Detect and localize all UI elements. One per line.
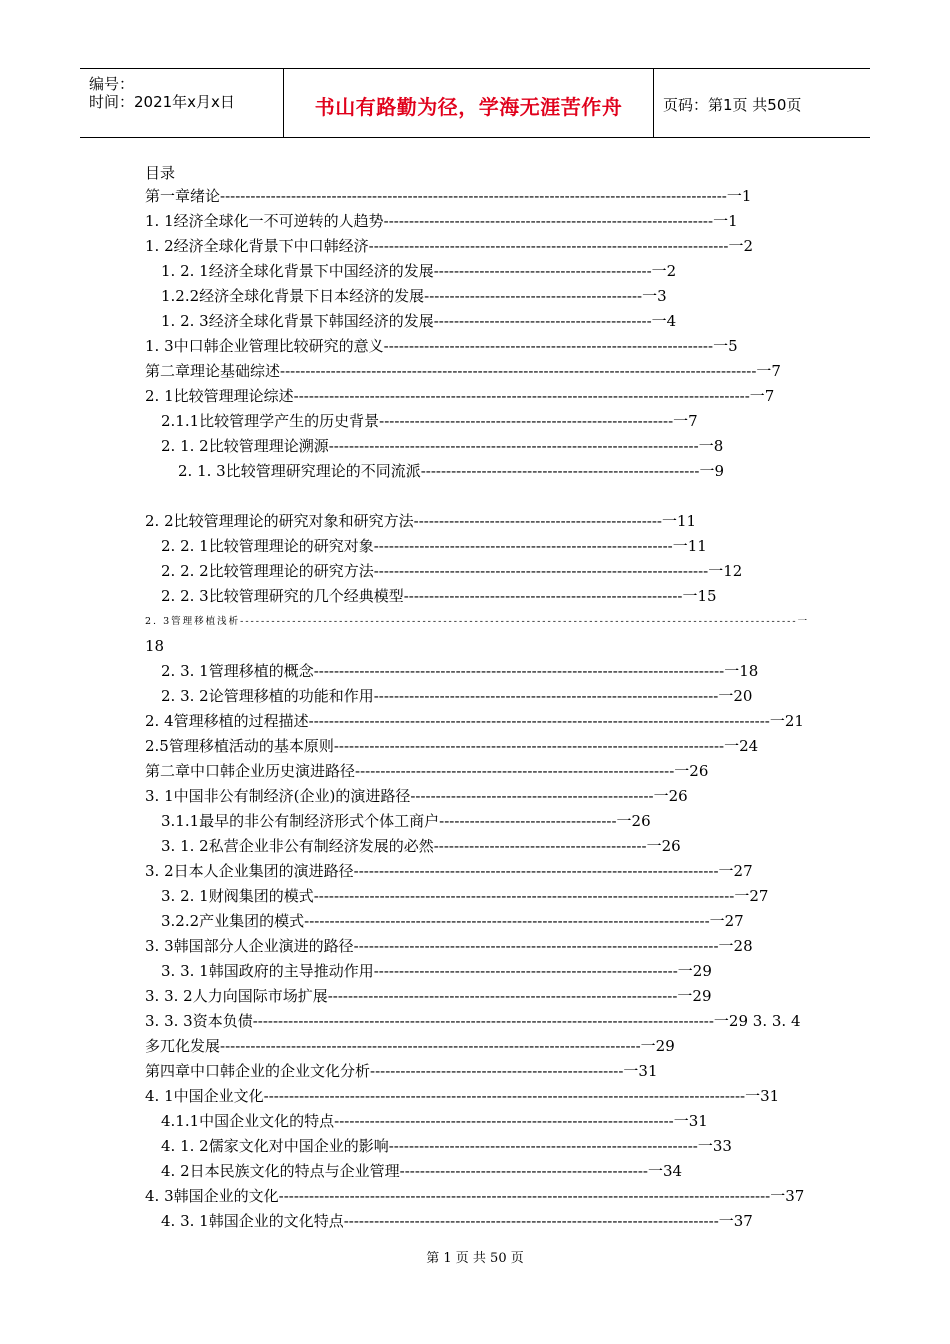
toc-entry: 第二章理论基础综述----------------------------------------------------------------------------------------------一7 bbox=[145, 362, 781, 380]
page-footer bbox=[0, 1247, 950, 1266]
toc-entry: 3. 1中国非公有制经济(企业)的演进路径------------------------------------------------一26 bbox=[145, 787, 688, 805]
toc-entry: 1. 2. 1经济全球化背景下中国经济的发展-------------------------------------------一2 bbox=[161, 262, 677, 280]
header-motto-cell bbox=[284, 69, 654, 137]
toc-entry: 4.1.1中国企业文化的特点-------------------------------------------------------------------一31 bbox=[161, 1112, 708, 1130]
toc-entry: 2. 4管理移植的过程描述-------------------------------------------------------------------------------------------一21 bbox=[145, 712, 804, 730]
toc-entry: 3. 2. 1财阀集团的模式-----------------------------------------------------------------------------------一27 bbox=[161, 887, 769, 905]
header-page-cell bbox=[654, 69, 870, 137]
toc-entry: 4. 3韩国企业的文化-------------------------------------------------------------------------------------------------一37 bbox=[145, 1187, 805, 1205]
toc-entry: 3. 1. 2私营企业非公有制经济发展的必然------------------------------------------一26 bbox=[161, 837, 681, 855]
toc-entry: 3. 2日本人企业集团的演进路径------------------------------------------------------------------------一27 bbox=[145, 862, 753, 880]
toc-entry: 4. 1. 2儒家文化对中国企业的影响-------------------------------------------------------------一33 bbox=[161, 1137, 732, 1155]
toc-entry: 2. 3. 2论管理移植的功能和作用--------------------------------------------------------------------一20 bbox=[161, 687, 753, 705]
toc-entry: 2. 1比较管理理论综述------------------------------------------------------------------------------------------一7 bbox=[145, 387, 775, 405]
footer-page-number: 第 1 页 共 50 页 bbox=[426, 1251, 524, 1266]
page-info: 页码：第1页 共50页 bbox=[663, 96, 802, 114]
toc-entry: 2. 2比较管理理论的研究对象和研究方法-------------------------------------------------一11 bbox=[145, 512, 697, 530]
toc-entry: 2. 1. 2比较管理理论溯源-------------------------------------------------------------------------一8 bbox=[161, 437, 724, 455]
toc-entry: 2.1.1比较管理学产生的历史背景----------------------------------------------------------一7 bbox=[161, 412, 698, 430]
toc-entry: 4. 2日本民族文化的特点与企业管理-------------------------------------------------一34 bbox=[161, 1162, 683, 1180]
toc-entry: 3.1.1最早的非公有制经济形式个体工商户-----------------------------------一26 bbox=[161, 812, 651, 830]
toc-entry: 第二章中口韩企业历史演进路径---------------------------------------------------------------一26 bbox=[145, 762, 709, 780]
toc-entry: 多兀化发展-----------------------------------------------------------------------------------一29 bbox=[145, 1037, 675, 1055]
date-label: 时间：2021年x月x日 bbox=[89, 93, 235, 111]
header-meta-cell bbox=[80, 69, 284, 137]
toc-entry: 3. 3韩国部分人企业演进的路径------------------------------------------------------------------------一28 bbox=[145, 937, 753, 955]
toc-entry: 2. 2. 3比较管理研究的几个经典模型-------------------------------------------------------一15 bbox=[161, 587, 717, 605]
toc-entry: 1. 3中口韩企业管理比较研究的意义-----------------------------------------------------------------一5 bbox=[145, 337, 738, 355]
document-header bbox=[80, 68, 870, 138]
toc-entry: 1. 1经济全球化一不可逆转的人趋势-----------------------------------------------------------------一1 bbox=[145, 212, 738, 230]
toc-entry: 2. 3管理移植浅析-----------------------------------------------------------------------------------------------------------一 bbox=[145, 616, 810, 627]
toc-entry: 2. 3. 1管理移植的概念---------------------------------------------------------------------------------一18 bbox=[161, 662, 759, 680]
toc-entry: 18 bbox=[145, 637, 165, 655]
toc-entry: 3. 3. 1韩国政府的主导推动作用------------------------------------------------------------一29 bbox=[161, 962, 712, 980]
toc-entry: 3. 3. 2人力向国际市场扩展---------------------------------------------------------------------一29 bbox=[145, 987, 712, 1005]
toc-entry: 2. 2. 2比较管理理论的研究方法------------------------------------------------------------------一12 bbox=[161, 562, 743, 580]
toc-entry: 2.5管理移植活动的基本原则-----------------------------------------------------------------------------一24 bbox=[145, 737, 759, 755]
toc-entry: 第四章中口韩企业的企业文化分析--------------------------------------------------一31 bbox=[145, 1062, 658, 1080]
toc-entry: 2. 2. 1比较管理理论的研究对象-----------------------------------------------------------一11 bbox=[161, 537, 707, 555]
toc-entry: 4. 1中国企业文化-----------------------------------------------------------------------------------------------一31 bbox=[145, 1087, 780, 1105]
toc-entry: 第一章绪论----------------------------------------------------------------------------------------------------一1 bbox=[145, 187, 752, 205]
toc-entry: 4. 3. 1韩国企业的文化特点--------------------------------------------------------------------------一37 bbox=[161, 1212, 753, 1230]
toc-title: 目录 bbox=[145, 164, 176, 182]
toc-entry: 3.2.2产业集团的模式--------------------------------------------------------------------------------一27 bbox=[161, 912, 744, 930]
motto-text: 书山有路勤为径，学海无涯苦作舟 bbox=[314, 95, 623, 119]
toc-entry: 1. 2经济全球化背景下中口韩经济-----------------------------------------------------------------------一2 bbox=[145, 237, 754, 255]
toc-entry: 2. 1. 3比较管理研究理论的不同流派-------------------------------------------------------一9 bbox=[178, 462, 725, 480]
toc-entry: 3. 3. 3资本负债-------------------------------------------------------------------------------------------一29 3. 3. 4 bbox=[145, 1012, 801, 1030]
toc-entry: 1.2.2经济全球化背景下日本经济的发展-------------------------------------------一3 bbox=[161, 287, 667, 305]
toc-entry: 1. 2. 3经济全球化背景下韩国经济的发展-------------------------------------------一4 bbox=[161, 312, 677, 330]
doc-number-label: 编号： bbox=[89, 75, 135, 93]
